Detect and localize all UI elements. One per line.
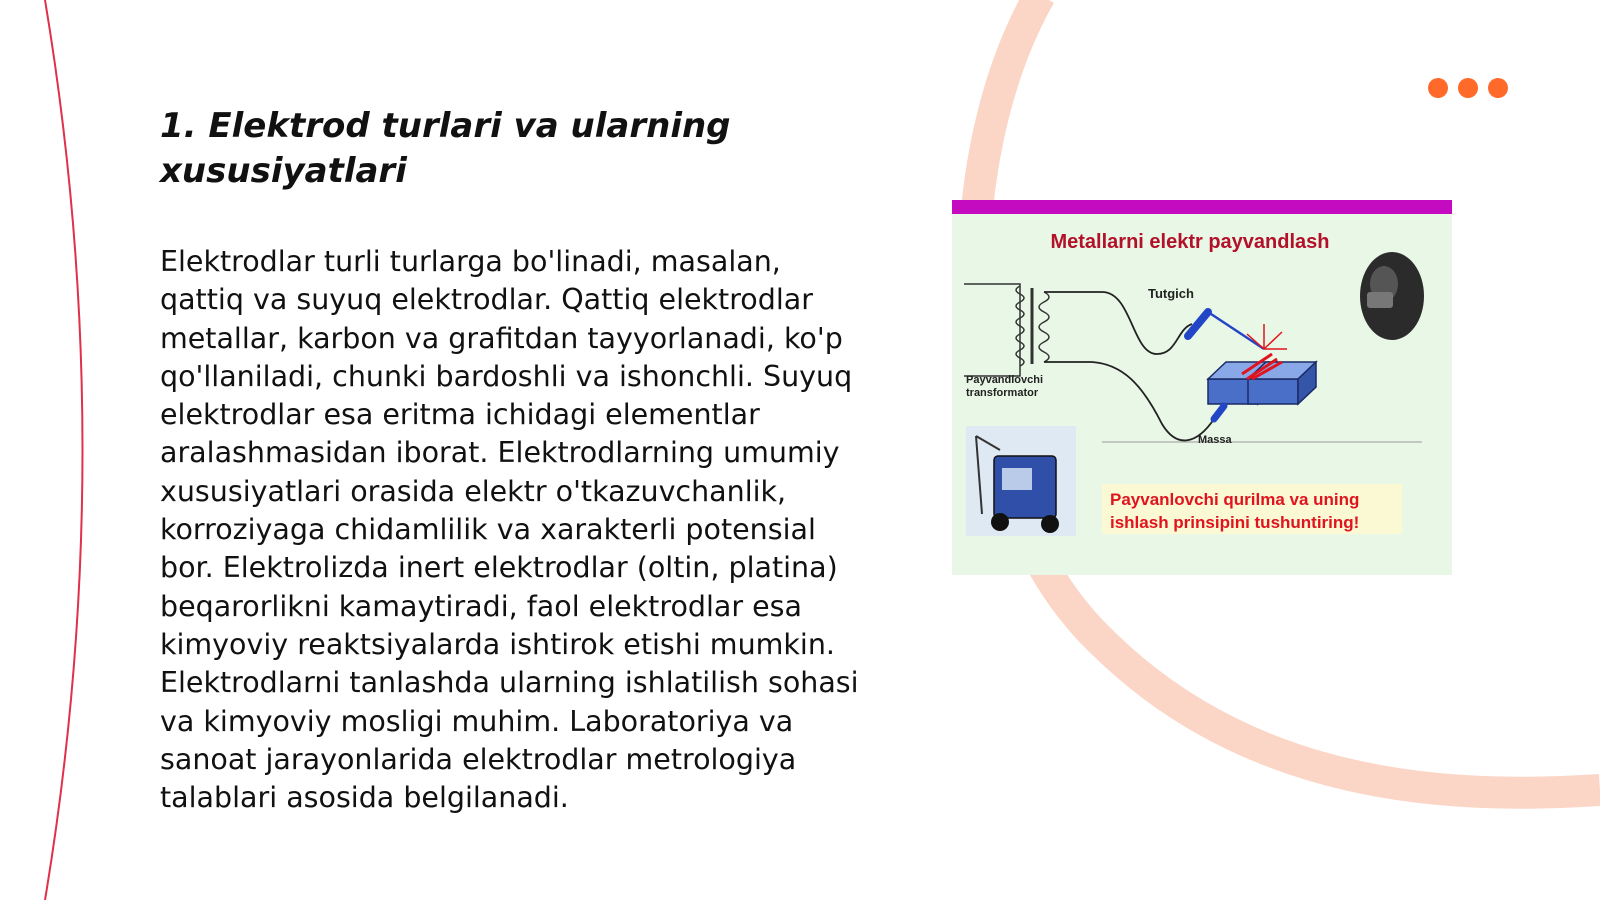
slide-body-text: Elektrodlar turli turlarga bo'linadi, masalan, qattiq va suyuq elektrodlar. Qattiq elektrodlar metallar, karbon va grafitdan tayyorlanadi, ko'p qo'llaniladi, chunki bardoshli va ishonchli. Suyuq elektrodlar esa eritma ichidagi elementlar aralashmasidan iborat. Elektrodlarning umumiy xususiyatlari orasida elektr o'tkazuvchanlik, korroziyaga chidamlilik va xarakterli potensial bor. Elektrolizda inert elektrodlar (oltin, platina) beqarorlikni kamaytiradi, faol elektrodlar esa kimyoviy reaktsiyalarda ishtirok etishi mumkin. Elektrodlarni tanlashda ularning ishlatilish sohasi va kimyoviy mosligi muhim. Laboratoriya va sanoat jarayonlarida elektrodlar metrologiya talablari asosida belgilanadi. xyxy=(160,245,859,815)
slide-title: 1. Elektrod turlari va ularning xususiyatlari xyxy=(160,106,731,191)
dot-1 xyxy=(1428,78,1448,98)
left-accent-line xyxy=(45,0,83,900)
ground-label: Massa xyxy=(1198,434,1232,446)
welding-illustration xyxy=(952,200,1452,575)
dot-3 xyxy=(1488,78,1508,98)
welding-machine-icon xyxy=(966,426,1076,536)
ground-clamp-icon xyxy=(1214,406,1224,419)
holder-label: Tutgich xyxy=(1148,286,1194,301)
transformer-icon xyxy=(964,284,1049,376)
transformer-label: Payvandlovchi transformator xyxy=(966,374,1044,399)
figure-caption: Payvanlovchi qurilma va uning ishlash prinsipini tushuntiring! xyxy=(1102,484,1402,534)
holder-cable xyxy=(1044,292,1192,354)
dot-2 xyxy=(1458,78,1478,98)
electrode-holder-icon xyxy=(1188,312,1264,349)
welding-helmet-icon xyxy=(1360,252,1424,340)
decorative-dots xyxy=(1428,78,1508,98)
figure-title: Metallarni elektr payvandlash xyxy=(1050,231,1330,253)
